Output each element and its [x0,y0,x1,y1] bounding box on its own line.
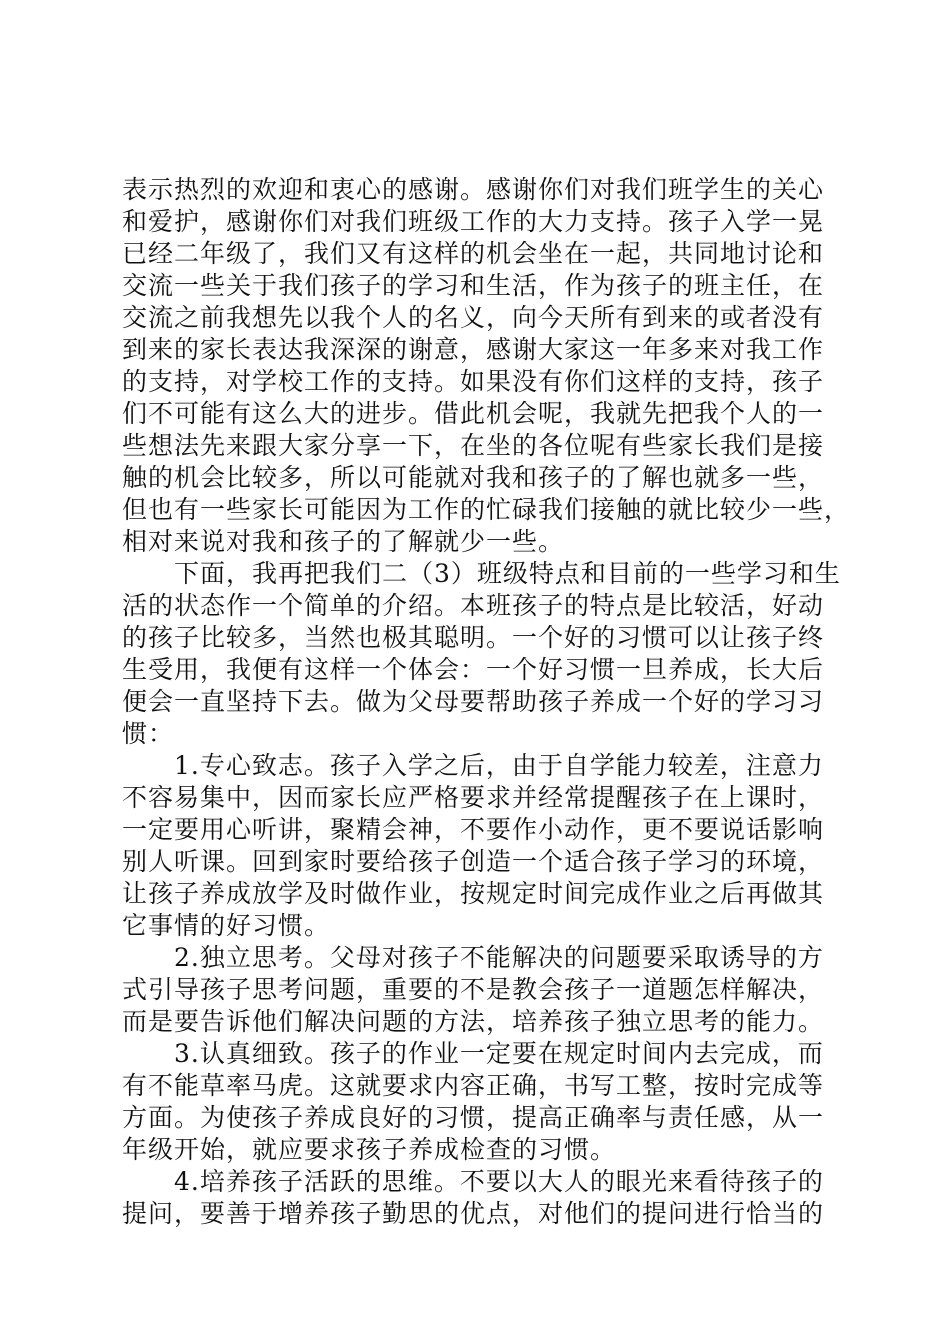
text-line: 交流一些关于我们孩子的学习和生活，作为孩子的班主任，在 [122,271,825,300]
text-line: 表示热烈的欢迎和衷心的感谢。感谢你们对我们班学生的关心 [122,175,825,204]
text-line: 交流之前我想先以我个人的名义，向今天所有到来的或者没有 [122,303,825,332]
text-line: 的支持，对学校工作的支持。如果没有你们这样的支持，孩子 [122,367,825,396]
text-line: 们不可能有这么大的进步。借此机会呢，我就先把我个人的一 [122,399,825,428]
text-line: 生受用，我便有这样一个体会：一个好习惯一旦养成，长大后 [122,655,825,684]
text-line: 便会一直坚持下去。做为父母要帮助孩子养成一个好的学习习 [122,687,825,716]
text-line: 4.培养孩子活跃的思维。不要以大人的眼光来看待孩子的 [174,1167,824,1196]
text-line: 2.独立思考。父母对孩子不能解决的问题要采取诱导的方 [174,943,824,972]
text-line: 不容易集中，因而家长应严格要求并经常提醒孩子在上课时， [122,783,825,812]
text-line: 下面，我再把我们二（3）班级特点和目前的一些学习和生 [174,559,841,588]
text-line: 式引导孩子思考问题，重要的不是教会孩子一道题怎样解决， [122,975,825,1004]
text-line: 有不能草率马虎。这就要求内容正确，书写工整，按时完成等 [122,1071,825,1100]
paragraph-item-1 [122,750,842,942]
paragraph-welcome [122,174,851,558]
text-line: 它事情的好习惯。 [122,911,331,940]
paragraph-item-4 [122,1166,842,1230]
text-line: 3.认真细致。孩子的作业一定要在规定时间内去完成，而 [174,1039,824,1068]
text-line: 相对来说对我和孩子的了解就少一些。 [122,527,565,556]
text-line: 惯： [122,719,175,748]
paragraph-item-3 [122,1038,842,1166]
document-body [122,174,851,1230]
text-line: 触的机会比较多，所以可能就对我和孩子的了解也就多一些， [122,463,825,492]
text-line: 一定要用心听讲，聚精会神，不要作小动作，更不要说话影响 [122,815,825,844]
text-line: 活的状态作一个简单的介绍。本班孩子的特点是比较活，好动 [122,591,825,620]
text-line: 方面。为使孩子养成良好的习惯，提高正确率与责任感，从一 [122,1103,825,1132]
paragraph-class-features [122,558,842,750]
text-line: 而是要告诉他们解决问题的方法，培养孩子独立思考的能力。 [122,1007,825,1036]
text-line: 提问，要善于增养孩子勤思的优点，对他们的提问进行恰当的 [122,1199,825,1228]
text-line: 让孩子养成放学及时做作业，按规定时间完成作业之后再做其 [122,879,825,908]
text-line: 1.专心致志。孩子入学之后，由于自学能力较差，注意力 [174,751,824,780]
text-line: 到来的家长表达我深深的谢意，感谢大家这一年多来对我工作 [122,335,825,364]
text-line: 别人听课。回到家时要给孩子创造一个适合孩子学习的环境， [122,847,825,876]
text-line: 年级开始，就应要求孩子养成检查的习惯。 [122,1135,617,1164]
paragraph-item-2 [122,942,842,1038]
text-line: 已经二年级了，我们又有这样的机会坐在一起，共同地讨论和 [122,239,825,268]
text-line: 的孩子比较多，当然也极其聪明。一个好的习惯可以让孩子终 [122,623,825,652]
text-line: 和爱护，感谢你们对我们班级工作的大力支持。孩子入学一晃 [122,207,825,236]
text-line: 但也有一些家长可能因为工作的忙碌我们接触的就比较少一些， [122,495,851,524]
text-line: 些想法先来跟大家分享一下，在坐的各位呢有些家长我们是接 [122,431,825,460]
